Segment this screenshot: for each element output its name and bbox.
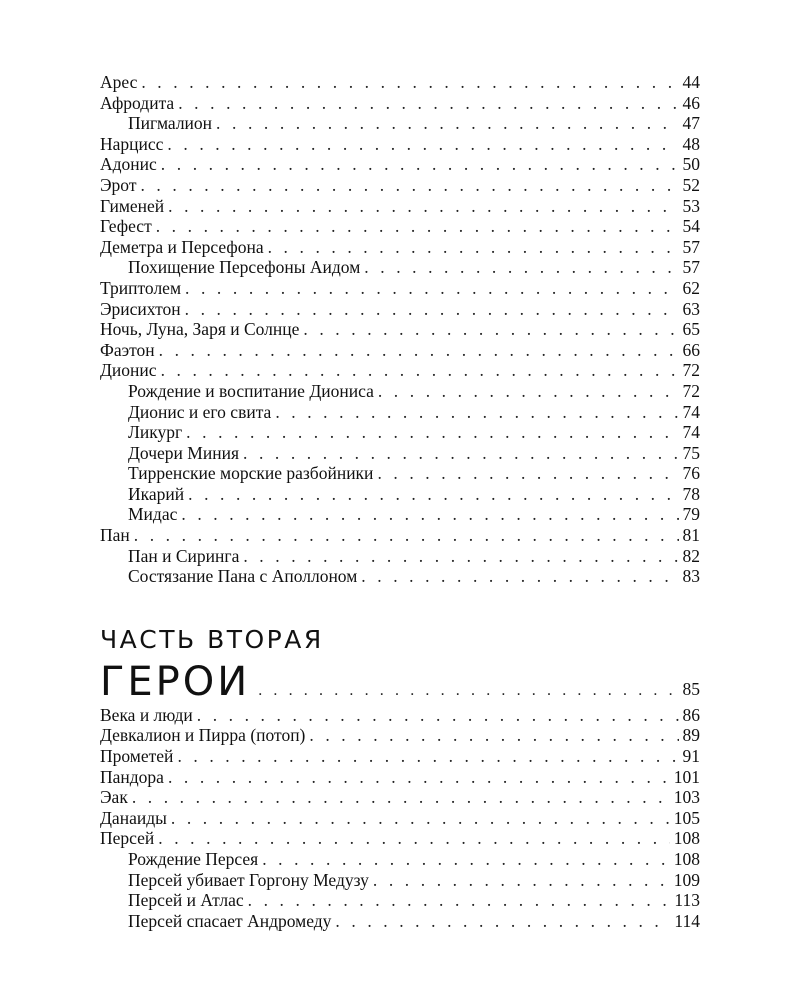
toc-page-number: 105 bbox=[673, 807, 700, 828]
dot-leader bbox=[132, 787, 670, 808]
dot-leader bbox=[158, 828, 669, 849]
part-heading-row[interactable] bbox=[100, 659, 700, 705]
toc-entry[interactable] bbox=[100, 360, 700, 381]
toc-subentry[interactable] bbox=[100, 257, 700, 278]
dot-leader bbox=[377, 463, 678, 484]
toc-subentry[interactable] bbox=[100, 566, 700, 587]
dot-leader bbox=[361, 566, 678, 587]
toc-page-number: 74 bbox=[682, 401, 700, 422]
toc-page-number: 91 bbox=[682, 746, 700, 767]
toc-entry[interactable] bbox=[100, 787, 700, 808]
dot-leader bbox=[188, 484, 678, 505]
dot-leader bbox=[186, 422, 678, 443]
toc-entry-title: Нарцисс bbox=[100, 133, 164, 154]
dot-leader bbox=[243, 546, 678, 567]
dot-leader bbox=[248, 890, 671, 911]
toc-entry-title: Пан bbox=[100, 525, 130, 546]
toc-page-number: 81 bbox=[682, 525, 700, 546]
toc-entry[interactable] bbox=[100, 746, 700, 767]
dot-leader bbox=[167, 134, 678, 155]
toc-page-number: 44 bbox=[682, 72, 700, 92]
toc-entry[interactable] bbox=[100, 808, 700, 829]
toc-page-number: 72 bbox=[682, 360, 700, 381]
toc-page-number: 108 bbox=[673, 828, 700, 849]
part-title: ГЕРОИ bbox=[100, 658, 251, 705]
toc-subentry[interactable] bbox=[100, 402, 700, 423]
toc-entry-title: Века и люди bbox=[100, 704, 193, 725]
toc-entry-title: Прометей bbox=[100, 746, 174, 767]
toc-page-number: 83 bbox=[682, 566, 700, 587]
toc-entry[interactable] bbox=[100, 705, 700, 726]
toc-page-number: 103 bbox=[673, 787, 700, 808]
dot-leader bbox=[141, 72, 678, 93]
toc-entry[interactable] bbox=[100, 525, 700, 546]
toc-entry-title: Данаиды bbox=[100, 807, 167, 828]
toc-subentry[interactable] bbox=[100, 484, 700, 505]
dot-leader bbox=[378, 381, 679, 402]
toc-entry-title: Ночь, Луна, Заря и Солнце bbox=[100, 319, 300, 340]
toc-entry-title: Эак bbox=[100, 787, 128, 808]
toc-page-number: 76 bbox=[682, 463, 700, 484]
toc-page-number: 66 bbox=[682, 339, 700, 360]
toc-entry[interactable] bbox=[100, 154, 700, 175]
toc-entry-title: Пандора bbox=[100, 766, 164, 787]
toc-entry[interactable] bbox=[100, 278, 700, 299]
toc-page-number: 86 bbox=[682, 704, 700, 725]
toc-entry-title: Эрот bbox=[100, 174, 137, 195]
toc-entry[interactable] bbox=[100, 767, 700, 788]
toc-page-number: 101 bbox=[673, 766, 700, 787]
toc-page-number: 75 bbox=[682, 442, 700, 463]
dot-leader bbox=[268, 237, 679, 258]
toc-entry-title: Пан и Сиринга bbox=[128, 545, 240, 566]
dot-leader bbox=[185, 278, 678, 299]
toc-list-part-two bbox=[100, 705, 700, 932]
toc-page-number: 62 bbox=[682, 277, 700, 298]
toc-page-number: 78 bbox=[682, 483, 700, 504]
toc-entry-title: Фаэтон bbox=[100, 339, 155, 360]
toc-entry-title: Рождение Персея bbox=[128, 849, 259, 869]
toc-entry[interactable] bbox=[100, 216, 700, 237]
toc-page-number: 52 bbox=[682, 174, 700, 195]
dot-leader bbox=[177, 746, 678, 767]
toc-entry[interactable] bbox=[100, 828, 700, 849]
toc-entry-title: Тирренские морские разбойники bbox=[128, 463, 374, 484]
toc-subentry[interactable] bbox=[100, 113, 700, 134]
dot-leader bbox=[373, 870, 670, 891]
toc-entry-title: Дионис и его свита bbox=[128, 401, 272, 422]
toc-subentry[interactable] bbox=[100, 870, 700, 891]
toc-page-number: 50 bbox=[682, 154, 700, 175]
toc-page-number: 46 bbox=[682, 92, 700, 113]
dot-leader bbox=[197, 705, 679, 726]
toc-entry[interactable] bbox=[100, 725, 700, 746]
dot-leader bbox=[140, 175, 678, 196]
toc-subentry[interactable] bbox=[100, 381, 700, 402]
dot-leader bbox=[258, 682, 678, 700]
toc-entry-title: Эрисихтон bbox=[100, 298, 181, 319]
dot-leader bbox=[171, 808, 670, 829]
toc-page-number: 57 bbox=[682, 257, 700, 278]
toc-page-number: 89 bbox=[682, 725, 700, 746]
toc-entry-title: Состязание Пана с Аполлоном bbox=[128, 566, 358, 587]
toc-entry-title: Пигмалион bbox=[128, 113, 213, 134]
part-label: ЧАСТЬ ВТОРАЯ bbox=[100, 624, 324, 654]
toc-entry-title: Адонис bbox=[100, 154, 157, 175]
dot-leader bbox=[243, 443, 679, 464]
toc-entry-title: Дочери Миния bbox=[128, 442, 239, 463]
toc-subentry[interactable] bbox=[100, 463, 700, 484]
dot-leader bbox=[159, 340, 679, 361]
dot-leader bbox=[275, 402, 678, 423]
dot-leader bbox=[168, 196, 678, 217]
toc-entry[interactable] bbox=[100, 196, 700, 217]
toc-entry[interactable] bbox=[100, 237, 700, 258]
table-of-contents bbox=[100, 72, 700, 931]
toc-entry-title: Деметра и Персефона bbox=[100, 236, 264, 257]
toc-page-number: 63 bbox=[682, 298, 700, 319]
toc-entry-title: Гименей bbox=[100, 195, 165, 216]
toc-entry[interactable] bbox=[100, 134, 700, 155]
dot-leader bbox=[134, 525, 679, 546]
toc-page-number: 53 bbox=[682, 195, 700, 216]
toc-entry[interactable] bbox=[100, 93, 700, 114]
toc-entry-title: Персей и Атлас bbox=[128, 890, 244, 911]
dot-leader bbox=[161, 360, 679, 381]
toc-entry-title: Персей спасает Андромеду bbox=[128, 910, 332, 931]
toc-entry-title: Персей убивает Горгону Медузу bbox=[128, 869, 369, 890]
toc-page-number: 82 bbox=[682, 545, 700, 566]
toc-entry-title: Икарий bbox=[128, 483, 185, 504]
toc-subentry[interactable] bbox=[100, 422, 700, 443]
toc-entry[interactable] bbox=[100, 299, 700, 320]
dot-leader bbox=[185, 299, 679, 320]
toc-entry-title: Гефест bbox=[100, 216, 152, 237]
toc-page-number: 48 bbox=[682, 133, 700, 154]
dot-leader bbox=[262, 849, 670, 870]
toc-subentry[interactable] bbox=[100, 546, 700, 567]
toc-entry-title: Ликург bbox=[128, 422, 183, 443]
dot-leader bbox=[161, 154, 679, 175]
toc-entry[interactable] bbox=[100, 175, 700, 196]
dot-leader bbox=[303, 319, 678, 340]
toc-subentry[interactable] bbox=[100, 890, 700, 911]
toc-page-number: 113 bbox=[674, 890, 700, 911]
toc-page-number: 57 bbox=[682, 236, 700, 257]
toc-entry-title: Девкалион и Пирра (потоп) bbox=[100, 725, 306, 746]
toc-entry[interactable] bbox=[100, 319, 700, 340]
toc-subentry[interactable] bbox=[100, 911, 700, 932]
toc-page-number: 79 bbox=[682, 504, 700, 525]
dot-leader bbox=[364, 257, 678, 278]
toc-subentry[interactable] bbox=[100, 504, 700, 525]
toc-page-number: 65 bbox=[682, 319, 700, 340]
dot-leader bbox=[178, 93, 678, 114]
toc-list-part-one bbox=[100, 72, 700, 587]
toc-page-number: 54 bbox=[682, 216, 700, 237]
dot-leader bbox=[181, 504, 678, 525]
toc-page-number: 47 bbox=[682, 113, 700, 134]
toc-entry-title: Триптолем bbox=[100, 277, 182, 298]
toc-entry[interactable] bbox=[100, 340, 700, 361]
dot-leader bbox=[216, 113, 678, 134]
toc-entry-title: Арес bbox=[100, 72, 138, 92]
toc-page-number: 108 bbox=[673, 849, 700, 869]
toc-entry[interactable] bbox=[100, 72, 700, 93]
dot-leader bbox=[309, 725, 678, 746]
toc-entry-title: Афродита bbox=[100, 92, 175, 113]
toc-page-number: 72 bbox=[682, 380, 700, 401]
dot-leader bbox=[168, 767, 670, 788]
toc-page-number: 74 bbox=[682, 422, 700, 443]
dot-leader bbox=[335, 911, 670, 932]
toc-entry-title: Похищение Персефоны Аидом bbox=[128, 257, 361, 278]
toc-entry-title: Мидас bbox=[128, 504, 178, 525]
toc-page-number: 114 bbox=[674, 910, 700, 931]
toc-subentry[interactable] bbox=[100, 849, 700, 870]
toc-entry-title: Персей bbox=[100, 828, 155, 849]
part-page-number: 85 bbox=[682, 678, 700, 699]
dot-leader bbox=[156, 216, 679, 237]
toc-subentry[interactable] bbox=[100, 443, 700, 464]
toc-entry-title: Дионис bbox=[100, 360, 157, 381]
toc-entry-title: Рождение и воспитание Диониса bbox=[128, 380, 374, 401]
toc-page-number: 109 bbox=[673, 869, 700, 890]
